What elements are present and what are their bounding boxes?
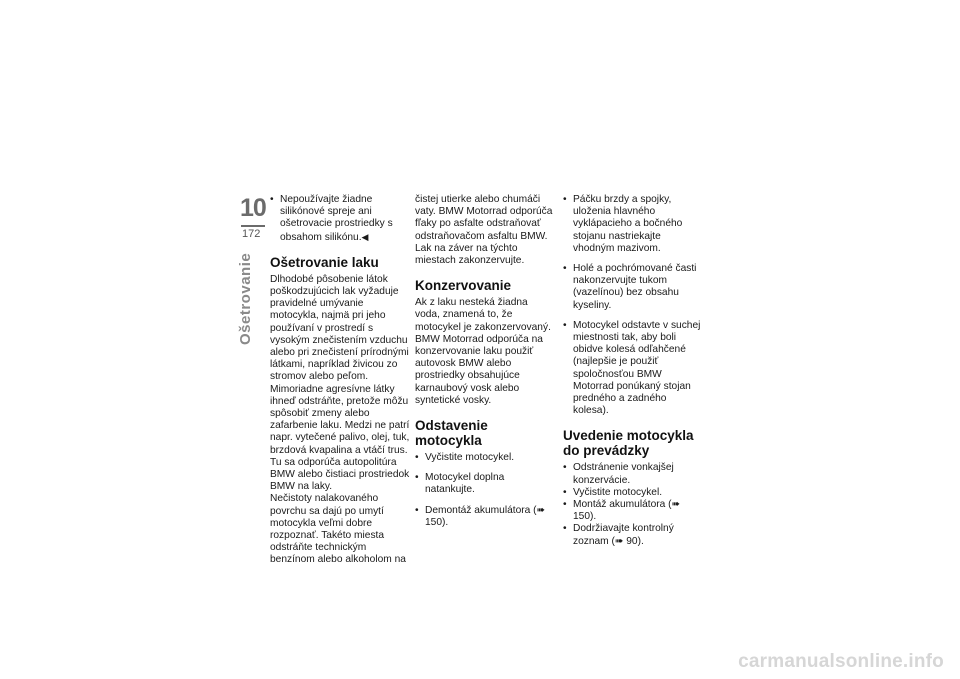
list-item: • Vyčistite motocykel. bbox=[415, 452, 555, 464]
list-item: • Odstránenie vonkajšej konzervácie. bbox=[563, 462, 703, 486]
paragraph: BMW Motorrad odporúča na konzervovanie laku použiť autovosk BMW alebo prostriedky obsahujúce karnaubový vosk alebo syntetické vosky. bbox=[415, 333, 543, 406]
column-3 bbox=[563, 194, 703, 548]
list-item bbox=[270, 194, 410, 244]
page-number: 172 bbox=[242, 228, 261, 240]
list-item: • Vyčistite motocykel. bbox=[563, 487, 703, 499]
paragraph: Ak z laku nesteká žiadna voda, znamená to, že motocykel je zakonzervovaný. bbox=[415, 297, 551, 333]
list-item-text: Nepoužívajte žiadne silikónové spreje ani ošetrovacie prostriedky s obsahom silikónu. bbox=[280, 194, 393, 243]
list-item: • Demontáž akumulátora (➠ 150). bbox=[415, 505, 555, 529]
section-heading: Konzervovanie bbox=[415, 278, 512, 294]
chapter-number: 10 bbox=[240, 194, 266, 222]
list-item: • Dodržiavajte kontrolný zoznam (➠ 90). bbox=[563, 523, 703, 547]
column-2 bbox=[415, 194, 555, 529]
paragraph: Mimoriadne agresívne látky ihneď odstráňte, pretože môžu spôsobiť zmeny alebo zafarbenie laku. Medzi ne patrí napr. vytečené palivo, olej, tuk, brzdová kvapalina a vtáčí trus. Tu sa odporúča autopolitúra BMW alebo čistiaci prostriedok BMW na laky. bbox=[270, 383, 410, 493]
list-item: • Motocykel doplna natankujte. bbox=[415, 472, 555, 496]
section-title-vertical: Ošetrovanie bbox=[237, 252, 254, 345]
paragraph: Dlhodobé pôsobenie látok poškodzujúcich lak vyžaduje pravidelné umývanie motocykla, najmä pri jeho používaní v prostredí s vysokým znečistením vzduchu alebo pri znečistení prírodnými látkami, napríklad živicou zo stromov alebo peľom. bbox=[270, 273, 409, 383]
paragraph: Nečistoty nalakovaného povrchu sa dajú po umytí motocykla veľmi dobre rozpoznať. Takéto miesta odstráňte technickým benzínom alebo alkoholom na bbox=[270, 493, 406, 566]
list-item: • Montáž akumulátora (➠ 150). bbox=[563, 499, 703, 523]
watermark: carmanualsonline.info bbox=[738, 651, 944, 672]
paragraph: čistej utierke alebo chumáči vaty. BMW Motorrad odporúča fľaky po asfalte odstraňovať odstraňovačom asfaltu BMW. Lak na záver na týchto miestach zakonzervujte. bbox=[415, 194, 553, 267]
section-heading: Ošetrovanie laku bbox=[270, 254, 379, 270]
end-mark-icon: ◀ bbox=[361, 231, 369, 242]
chapter-divider bbox=[241, 225, 265, 227]
list-item: • Holé a pochrómované časti nakonzervujte tukom (vazelínou) bez obsahu kyseliny. bbox=[563, 263, 703, 312]
column-1 bbox=[270, 194, 410, 567]
section-heading: Odstavenie motocykla bbox=[415, 418, 488, 449]
list-item: • Páčku brzdy a spojky, uloženia hlavného vyklápacieho a bočného stojanu nastriekajte vhodným mazivom. bbox=[563, 194, 703, 255]
section-heading: Uvedenie motocykla do prevádzky bbox=[563, 428, 694, 459]
list-item: • Motocykel odstavte v suchej miestnosti tak, aby boli obidve kolesá odľahčené (najlepšie je použiť spoločnosťou BMW Motorrad ponúkaný stojan predného a zadného kolesa). bbox=[563, 320, 703, 418]
